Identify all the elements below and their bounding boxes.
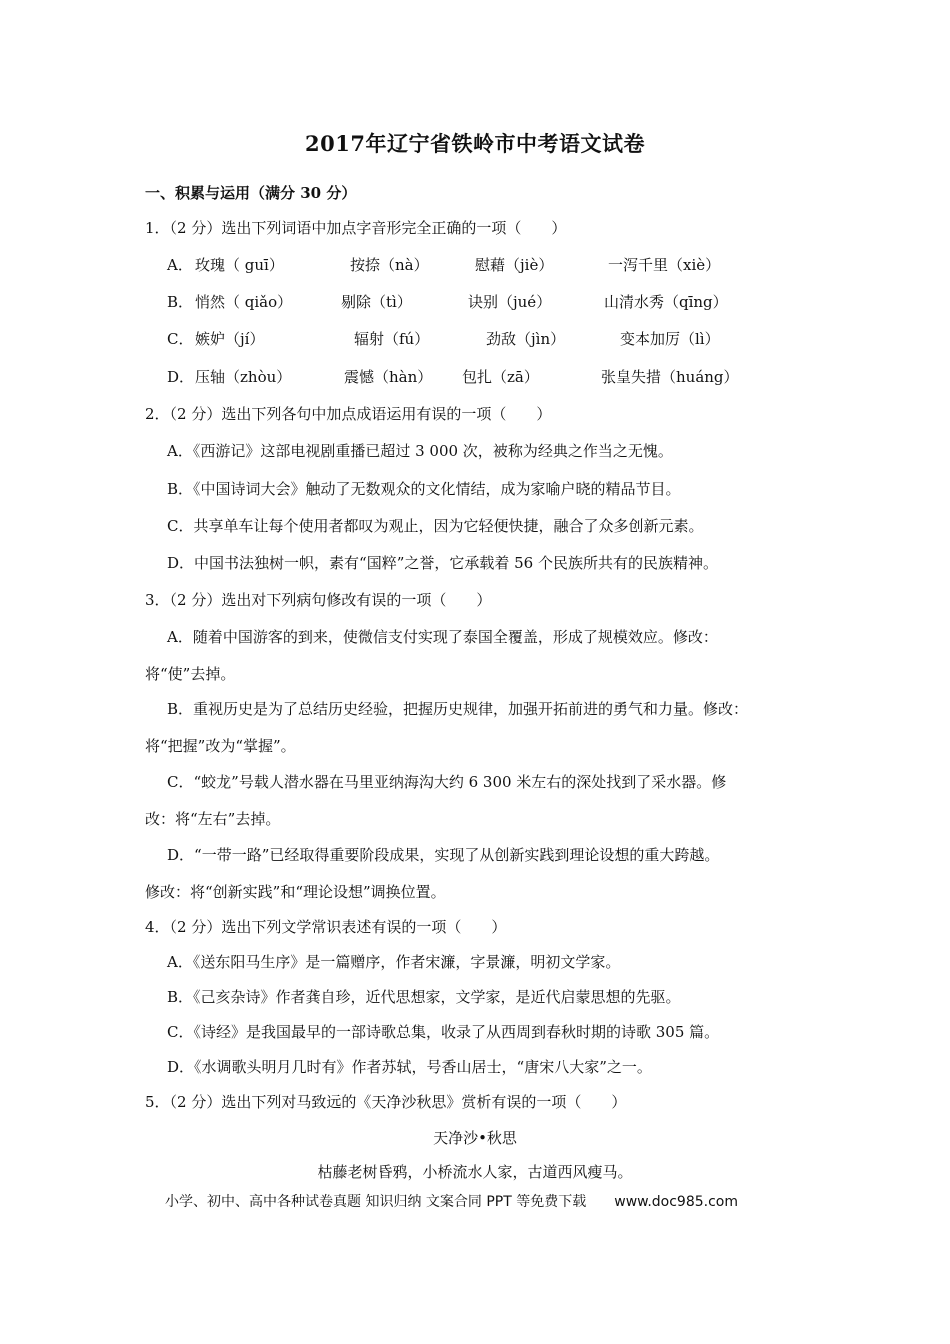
question-2-option-b: B．《中国诗词大会》触动了无数观众的文化情结，成为家喻户晓的精品节目。 <box>167 480 681 498</box>
question-3-option-d: D．“一带一路”已经取得重要阶段成果，实现了从创新实践到理论设想的重大跨越。 <box>167 846 720 864</box>
option-letter: B． <box>167 293 194 311</box>
question-3-option-d-cont: 修改：将“创新实践”和“理论设想”调换位置。 <box>145 883 446 901</box>
word-item: 诀别（jué） <box>468 293 552 311</box>
question-4-option-d: D．《水调歌头明月几时有》作者苏轼，号香山居士，“唐宋八大家”之一。 <box>167 1058 652 1076</box>
word-item: 慰藉（jiè） <box>475 256 554 274</box>
question-4-option-c: C．《诗经》是我国最早的一部诗歌总集，收录了从西周到春秋时期的诗歌 305 篇。 <box>167 1023 720 1041</box>
word-item: 辐射（fú） <box>354 330 430 348</box>
poem-line: 枯藤老树昏鸦，小桥流水人家，古道西风瘦马。 <box>317 1163 633 1181</box>
question-3-option-b-cont: 将“把握”改为“掌握”。 <box>145 737 296 755</box>
question-3-option-a-cont: 将“使”去掉。 <box>145 665 236 683</box>
word-item: 山清水秀（qīng） <box>604 293 728 311</box>
footer-url: www.doc985.com <box>614 1194 738 1210</box>
question-3-option-a: A．随着中国游客的到来，使微信支付实现了泰国全覆盖，形成了规模效应。修改： <box>167 628 718 646</box>
page-footer <box>165 1192 738 1212</box>
poem-title: 天净沙•秋思 <box>433 1129 517 1147</box>
word-item: 包扎（zā） <box>462 368 539 386</box>
question-2-stem: 2．（2 分）选出下列各句中加点成语运用有误的一项（ ） <box>145 405 552 423</box>
question-1-stem: 1．（2 分）选出下列词语中加点字音形完全正确的一项（ ） <box>145 219 567 237</box>
word-item: 按捺（nà） <box>350 256 429 274</box>
question-4-stem: 4．（2 分）选出下列文学常识表述有误的一项（ ） <box>145 918 507 936</box>
question-3-stem: 3．（2 分）选出对下列病句修改有误的一项（ ） <box>145 591 492 609</box>
option-letter: D． <box>167 368 195 386</box>
section-heading: 一、积累与运用（满分 30 分） <box>145 184 357 202</box>
word-item: 张皇失措（huáng） <box>601 368 739 386</box>
page-title: 2017年辽宁省铁岭市中考语文试卷 <box>305 131 645 156</box>
word-item: 变本加厉（lì） <box>620 330 720 348</box>
option-letter: C． <box>167 330 194 348</box>
question-3-option-b: B．重视历史是为了总结历史经验，把握历史规律，加强开拓前进的勇气和力量。修改： <box>167 700 749 718</box>
word-item: 悄然（ qiǎo） <box>195 293 293 311</box>
footer-text: 小学、初中、高中各种试卷真题 知识归纳 文案合同 PPT 等免费下载 <box>165 1194 587 1210</box>
word-item: 劲敌（jìn） <box>486 330 566 348</box>
question-2-option-d: D．中国书法独树一帜，素有“国粹”之誉，它承载着 56 个民族所共有的民族精神。 <box>167 554 718 572</box>
question-4-option-a: A．《送东阳马生序》是一篇赠序，作者宋濂，字景濂，明初文学家。 <box>167 953 621 971</box>
word-item: 一泻千里（xiè） <box>608 256 721 274</box>
question-5-stem: 5．（2 分）选出下列对马致远的《天净沙秋思》赏析有误的一项（ ） <box>145 1093 627 1111</box>
question-2-option-c: C．共享单车让每个使用者都叹为观止，因为它轻便快捷，融合了众多创新元素。 <box>167 517 704 535</box>
word-item: 嫉妒（jí） <box>195 330 265 348</box>
word-item: 压轴（zhòu） <box>195 368 292 386</box>
option-letter: A． <box>167 256 193 274</box>
word-item: 玫瑰（ guī） <box>195 256 284 274</box>
question-3-option-c-cont: 改：将“左右”去掉。 <box>145 810 281 828</box>
question-3-option-c: C．“蛟龙”号载人潜水器在马里亚纳海沟大约 6 300 米左右的深处找到了采水器。修 <box>167 773 727 791</box>
question-4-option-b: B．《己亥杂诗》作者龚自珍，近代思想家，文学家，是近代启蒙思想的先驱。 <box>167 988 681 1006</box>
word-item: 剔除（tì） <box>341 293 412 311</box>
word-item: 震憾（hàn） <box>344 368 433 386</box>
question-2-option-a: A．《西游记》这部电视剧重播已超过 3 000 次，被称为经典之作当之无愧。 <box>167 442 673 460</box>
